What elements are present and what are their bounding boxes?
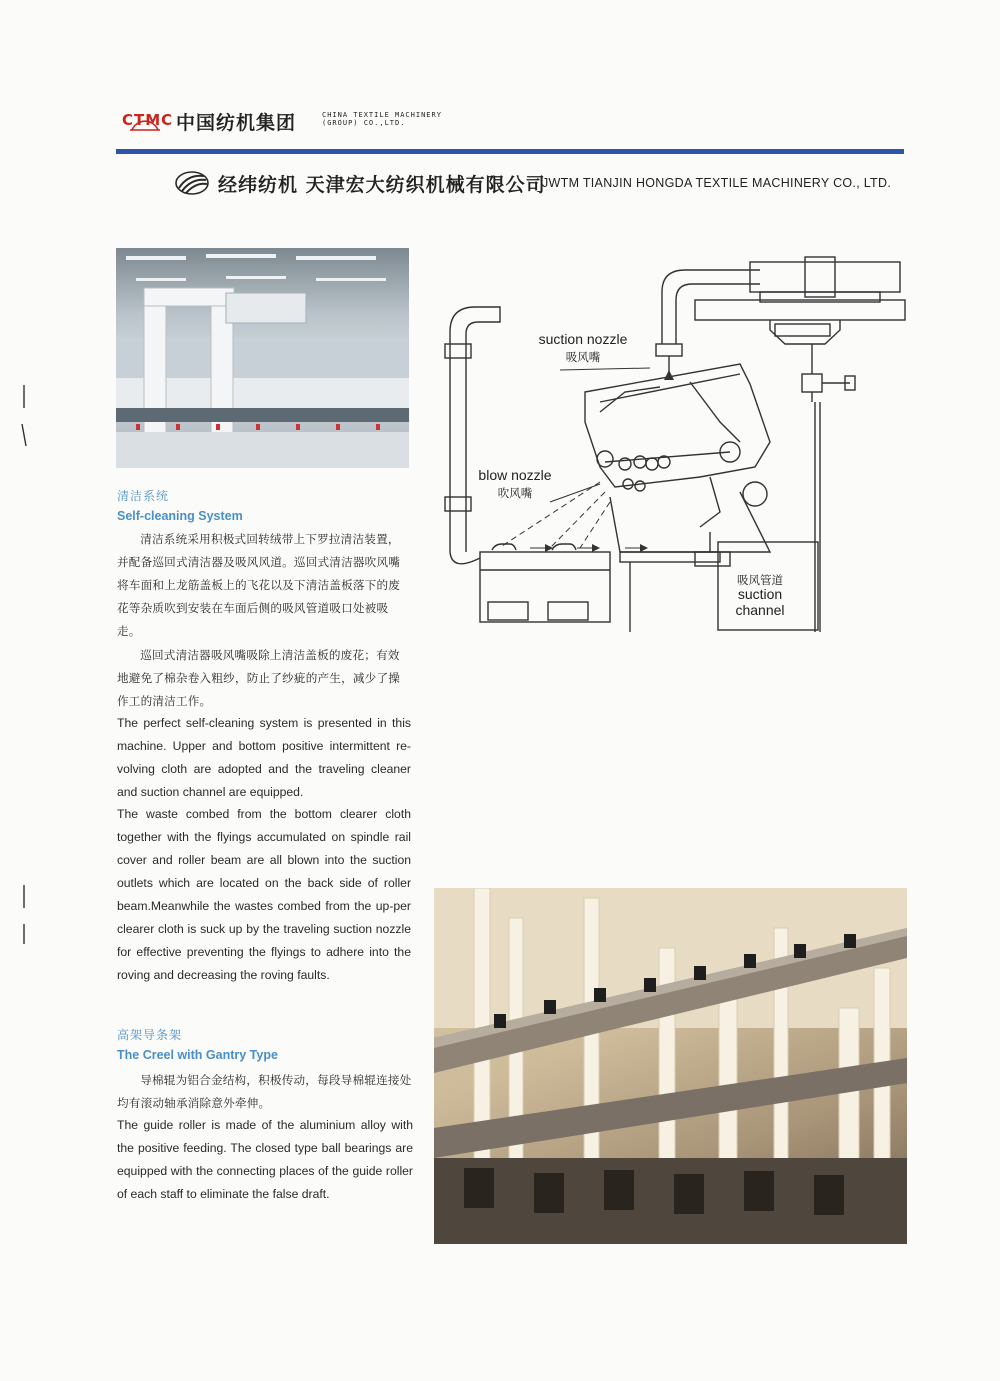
- group-name-en: [322, 111, 442, 127]
- cleaning-system-diagram: [440, 252, 910, 634]
- suction-channel-label-en-1: suction: [737, 586, 783, 602]
- self-cleaning-machine-photo: [116, 248, 409, 468]
- blow-nozzle-label-cn: 吹风嘴: [497, 488, 533, 500]
- margin-marks-2: [18, 880, 32, 950]
- section2-paragraph-cn-1: 导棉辊为铝合金结构，积极传动，每段导棉辊连接处均有滚动轴承消除意外牵伸。: [117, 1073, 412, 1110]
- blow-nozzle-label-en: blow nozzle: [478, 467, 552, 483]
- suction-channel-label-cn: 吸风管道: [737, 575, 783, 587]
- group-name-cn: 中国纺机集团: [176, 112, 297, 134]
- section1-paragraph-cn-2: 巡回式清洁器吸风嘴吸除上清洁盖板的废花；有效地避免了棉杂卷入粗纱，防止了纱疵的产生，减少了操作工的清洁工作。: [117, 648, 401, 708]
- section1-paragraph-en-1: The perfect self-cleaning system is presented in this machine. Upper and bottom positive intermittent re-volving cloth are adopted and the traveling cleaner and suction channel are equipped.: [117, 716, 411, 799]
- creel-gantry-photo: [434, 888, 907, 1244]
- jwtm-swoosh-logo-icon: [174, 170, 210, 196]
- section1-paragraph-cn-1: 清洁系统采用积极式回转绒带上下罗拉清洁装置，并配备巡回式清洁器及吸风风道。巡回式清洁器吹风嘴将车面和上龙筋盖板上的飞花以及下清洁盖板落下的废花等杂质吹到安装在车面后侧的吸风管道吸口处被吸走。: [117, 532, 401, 638]
- section1-paragraph-en-2: The waste combed from the bottom clearer cloth together with the flyings accumulated on spindle rail cover and roller beam are all blown into the suction outlets which are located on the back side of roller beam.Meanwhile the wastes combed from the up-per clearer cloth is suck up by the traveling suction nozzle for effective preventing the flyings to adhere into the roving and decreasing the roving faults.: [117, 807, 411, 982]
- group-name-en-line2: (GROUP) CO.,LTD.: [322, 119, 406, 127]
- group-name-en-line1: CHINA TEXTILE MACHINERY: [322, 111, 442, 119]
- margin-marks: [18, 380, 32, 450]
- suction-nozzle-label-en: suction nozzle: [538, 331, 628, 347]
- section1-title-cn: 清洁系统: [117, 489, 170, 503]
- section2-paragraph-en-1: The guide roller is made of the aluminium alloy with the positive feeding. The closed type ball bearings are equipped with the connecting places of the guide roller of each staff to eliminate the false draft.: [117, 1118, 413, 1201]
- section2-title-cn: 高架导条架: [117, 1028, 183, 1042]
- ctmc-logo-text: CTMC: [122, 111, 174, 129]
- suction-nozzle-label-cn: 吸风嘴: [565, 352, 601, 364]
- company-name-cn: 经纬纺机 天津宏大纺织机械有限公司: [218, 174, 546, 196]
- header-rule: [116, 149, 904, 154]
- section2-title-en: The Creel with Gantry Type: [117, 1048, 278, 1062]
- company-name-en: JWTM TIANJIN HONGDA TEXTILE MACHINERY CO., LTD.: [542, 176, 892, 190]
- section1-title-en: Self-cleaning System: [117, 509, 243, 523]
- suction-channel-label-en-2: channel: [735, 602, 785, 618]
